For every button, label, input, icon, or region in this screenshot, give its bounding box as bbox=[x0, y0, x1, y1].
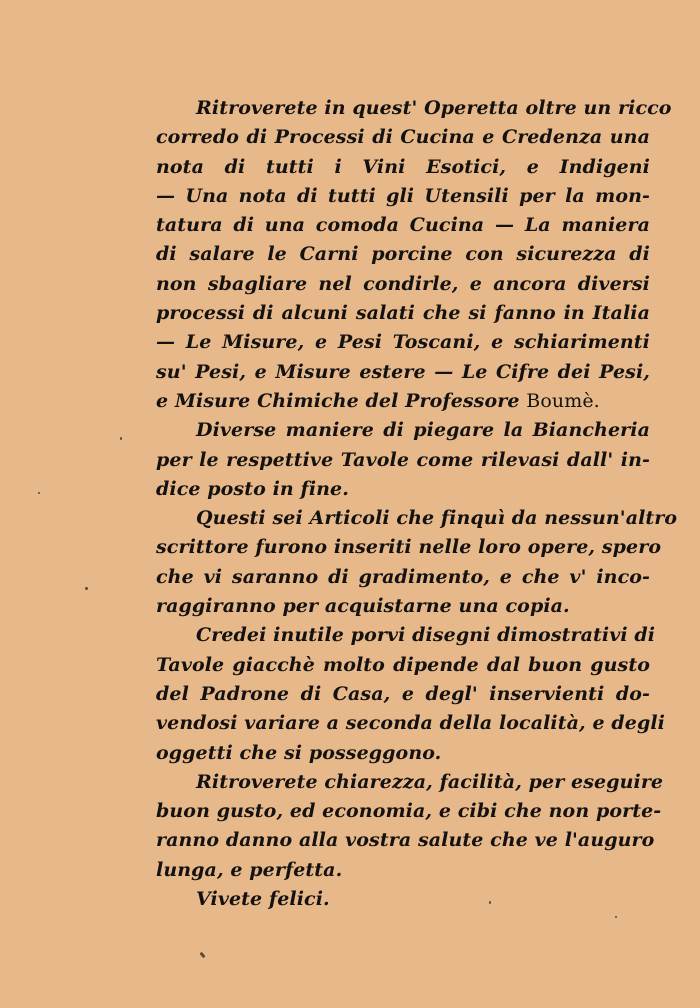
page-speck bbox=[615, 916, 617, 918]
text-line: Ritroverete chiarezza, facilità, per eseguire bbox=[196, 770, 664, 793]
text-line: Ritroverete in quest' Operetta oltre un ricco bbox=[196, 97, 672, 119]
text-line-italic: e Misure Chimiche del Professore bbox=[156, 389, 520, 412]
page-speck bbox=[85, 587, 88, 590]
text-line: Questi sei Articoli che finquì da nessun'altro bbox=[196, 507, 678, 530]
text-line: — Le Misure, e Pesi Toscani, e schiarimenti bbox=[156, 331, 650, 354]
text-line: Tavole giacchè molto dipende dal buon gusto bbox=[156, 653, 650, 676]
text-line: oggetti che si posseggono. bbox=[156, 741, 442, 764]
author-name: Boumè. bbox=[526, 389, 600, 412]
text-line: che vi saranno di gradimento, e che v' inco- bbox=[156, 565, 650, 588]
text-line: Diverse maniere di piegare la Biancheria bbox=[196, 419, 650, 442]
text-line: — Una nota di tutti gli Utensili per la mon- bbox=[156, 184, 650, 207]
text-line: corredo di Processi di Cucina e Credenza una bbox=[156, 126, 650, 149]
text-line: processi di alcuni salati che si fanno in Italia bbox=[156, 302, 650, 325]
text-line: dice posto in fine. bbox=[156, 477, 349, 500]
text-line: lunga, e perfetta. bbox=[156, 858, 343, 881]
text-line: buon gusto, ed economia, e cibi che non porte- bbox=[156, 800, 662, 823]
text-line: Vivete felici. bbox=[196, 888, 330, 911]
text-line: scrittore furono inseriti nelle loro opere, spero bbox=[156, 536, 662, 559]
text-line: per le respettive Tavole come rilevasi dall' in- bbox=[156, 448, 650, 471]
text-line: vendosi variare a seconda della località, e degli bbox=[156, 712, 665, 735]
page-speck bbox=[38, 492, 40, 494]
text-line: non sbagliare nel condirle, e ancora diversi bbox=[156, 272, 650, 295]
page-speck bbox=[120, 437, 122, 440]
text-line: Credei inutile porvi disegni dimostrativi di bbox=[196, 624, 656, 647]
text-block bbox=[156, 94, 678, 914]
text-line bbox=[156, 387, 650, 416]
text-line: tatura di una comoda Cucina — La maniera bbox=[156, 214, 650, 237]
page-speck bbox=[199, 952, 205, 959]
page-speck bbox=[489, 901, 491, 904]
text-line: ranno danno alla vostra salute che ve l'auguro bbox=[156, 829, 655, 852]
text-line: del Padrone di Casa, e degl' inservienti do- bbox=[156, 682, 650, 705]
text-line: nota di tutti i Vini Esotici, e Indigeni bbox=[156, 155, 650, 178]
text-line: di salare le Carni porcine con sicurezza di bbox=[156, 243, 650, 266]
text-line: su' Pesi, e Misure estere — Le Cifre dei Pesi, bbox=[156, 360, 650, 383]
text-line: raggiranno per acquistarne una copia. bbox=[156, 595, 570, 618]
